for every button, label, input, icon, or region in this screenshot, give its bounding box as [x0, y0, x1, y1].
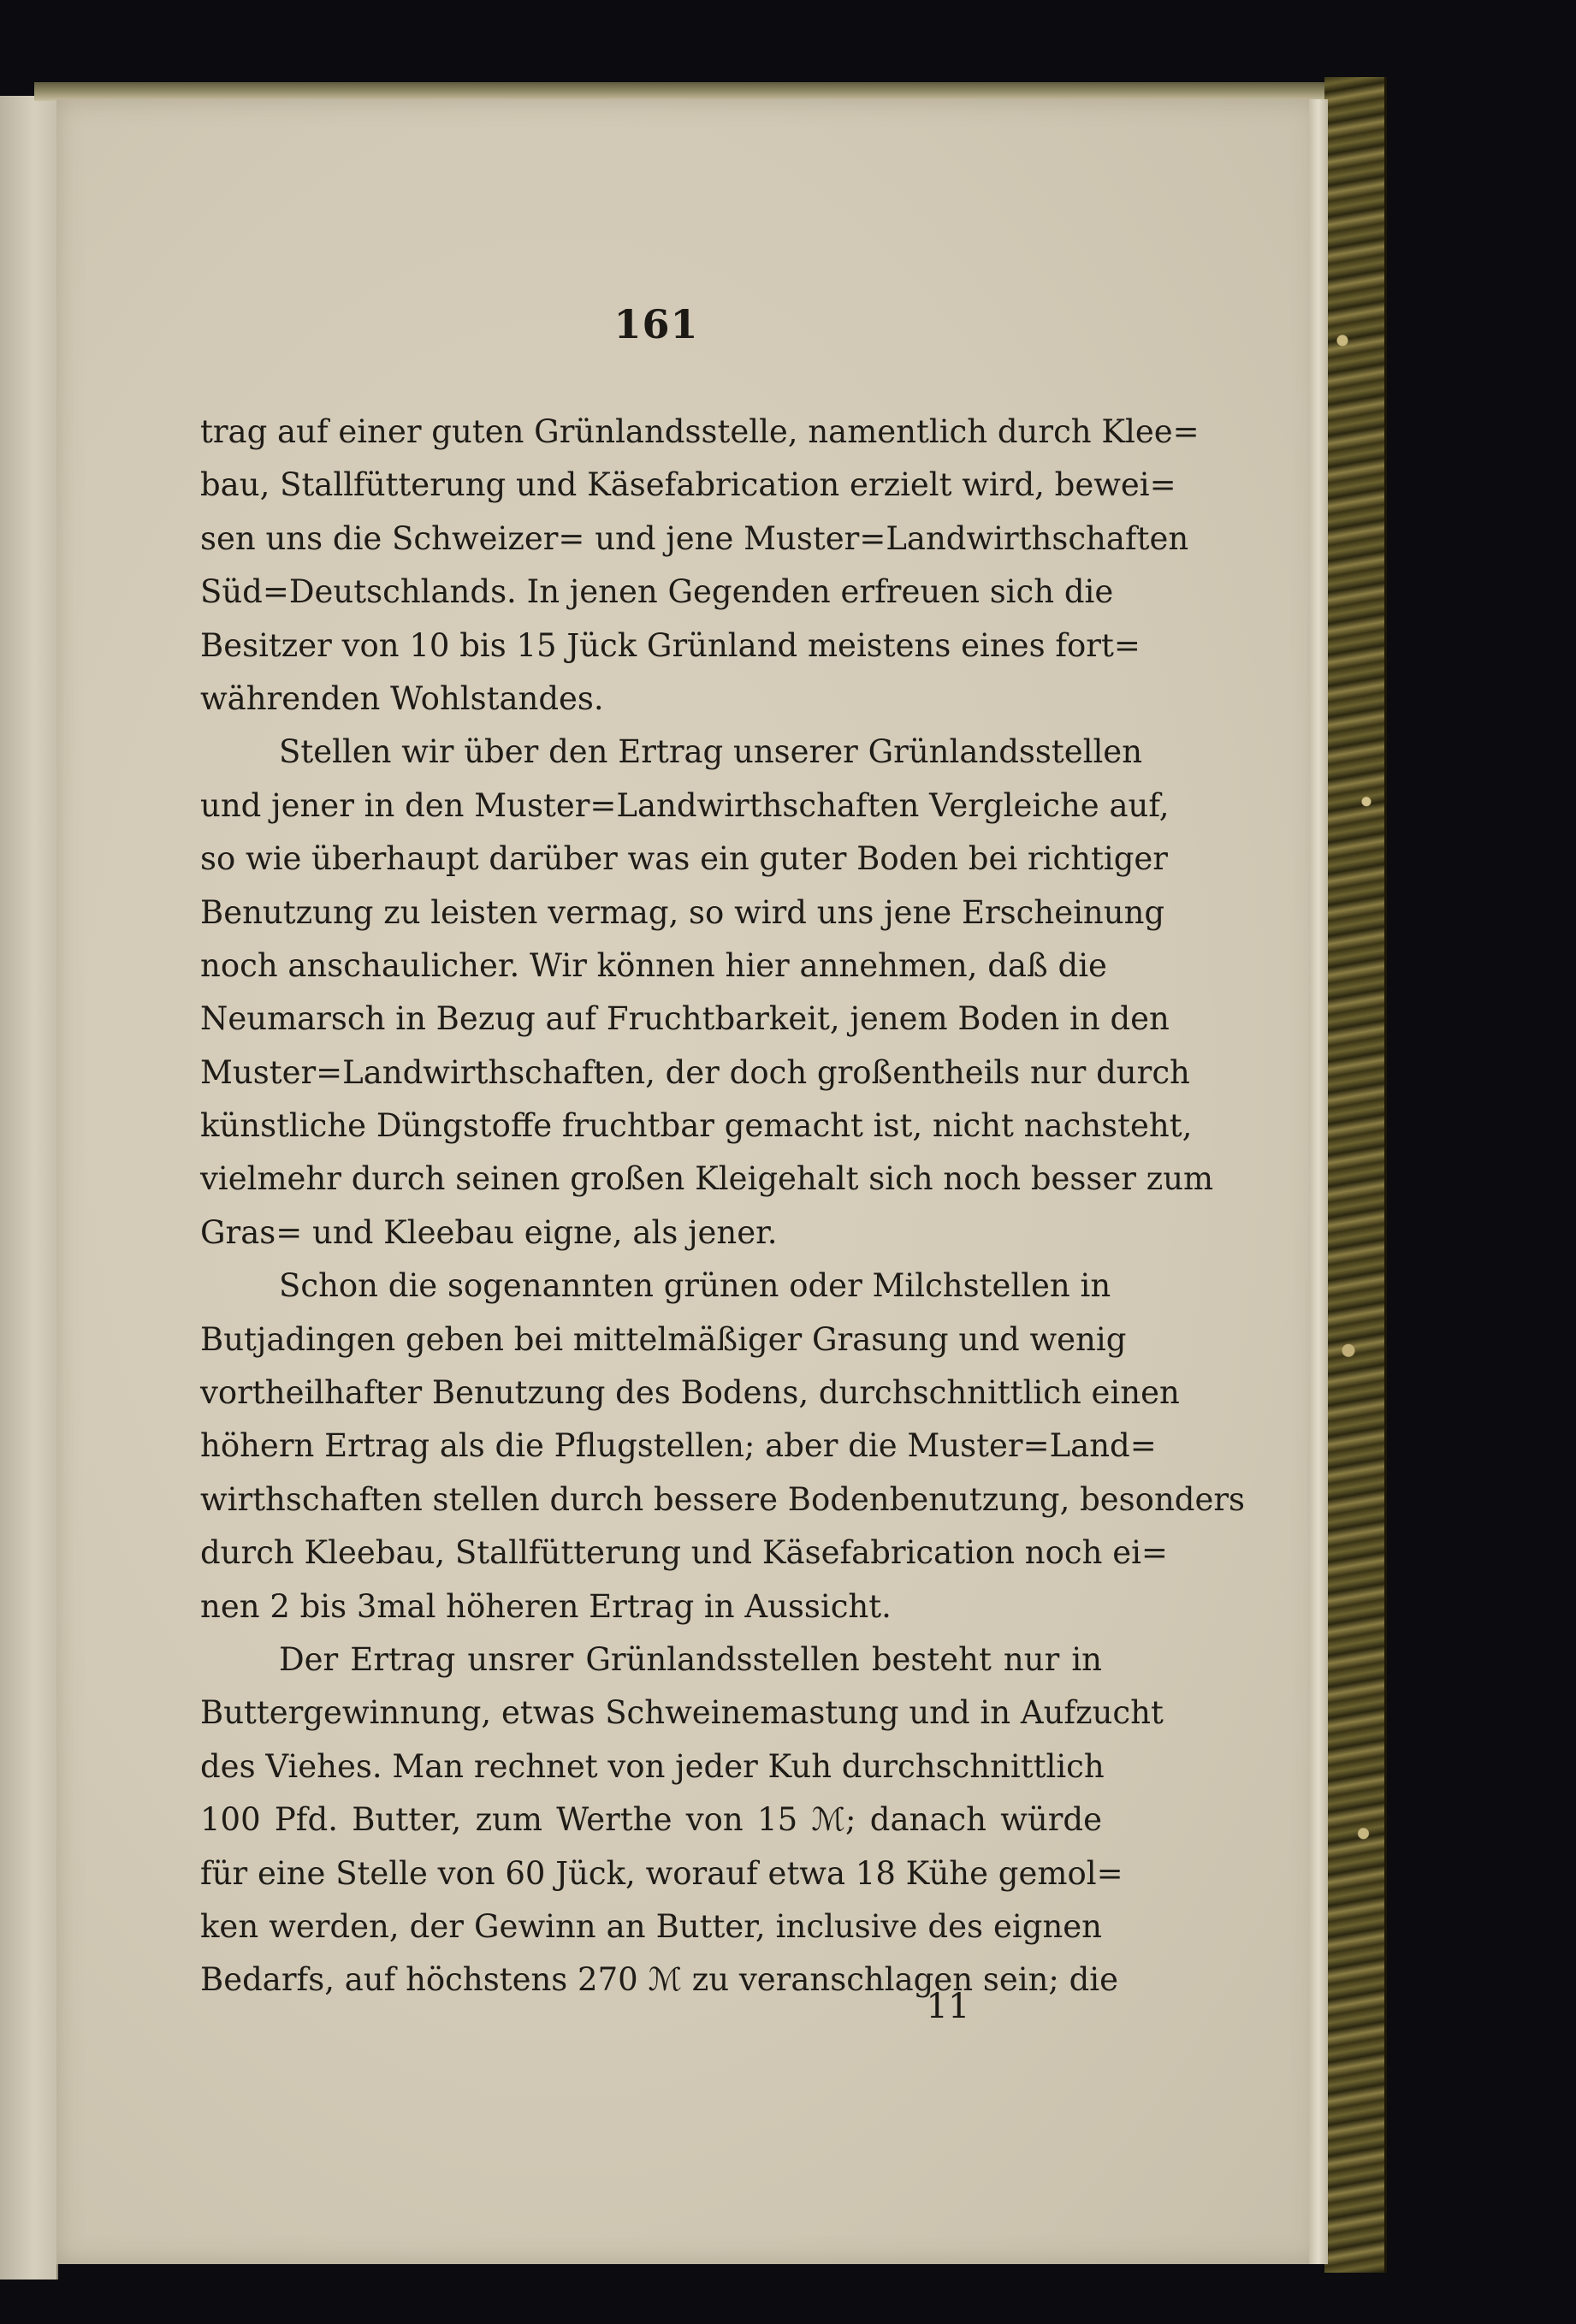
- signature-mark: 11: [926, 1987, 970, 2026]
- text-line: künstliche Düngstoffe fruchtbar gemacht ist, nicht nachsteht,: [200, 1107, 1193, 1145]
- text-line: trag auf einer guten Grünlandsstelle, namentlich durch Klee=: [200, 413, 1200, 450]
- text-line: noch anschaulicher. Wir können hier annehmen, daß die: [200, 946, 1107, 984]
- text-line: Neumarsch in Bezug auf Fruchtbarkeit, jenem Boden in den: [200, 1000, 1170, 1038]
- book-top-edge: [34, 82, 1369, 101]
- text-line: und jener in den Muster=Landwirthschaften Vergleiche auf,: [200, 786, 1170, 824]
- text-line: 100 Pfd. Butter, zum Werthe von 15 ℳ; danach würde: [200, 1801, 1102, 1839]
- text-line: vielmehr durch seinen großen Kleigehalt sich noch besser zum: [200, 1160, 1214, 1198]
- text-line: ken werden, der Gewinn an Butter, inclusive des eignen: [200, 1907, 1102, 1945]
- left-page-edge: [0, 96, 58, 2280]
- text-line: wirthschaften stellen durch bessere Bodenbenutzung, besonders: [200, 1480, 1246, 1518]
- text-line: so wie überhaupt darüber was ein guter Boden bei richtiger: [200, 840, 1168, 878]
- text-line: Gras= und Kleebau eigne, als jener.: [200, 1213, 778, 1251]
- text-line: Buttergewinnung, etwas Schweinemastung und in Aufzucht: [200, 1694, 1164, 1732]
- text-line: Schon die sogenannten grünen oder Milchstellen in: [279, 1267, 1111, 1305]
- text-line: Butjadingen geben bei mittelmäßiger Grasung und wenig: [200, 1320, 1127, 1358]
- text-line: Der Ertrag unsrer Grünlandsstellen besteht nur in: [279, 1640, 1102, 1678]
- text-line: Muster=Landwirthschaften, der doch großentheils nur durch: [200, 1053, 1190, 1091]
- text-line: Stellen wir über den Ertrag unserer Grünlandsstellen: [279, 733, 1143, 771]
- marbled-cover-edge: [1324, 77, 1387, 2273]
- text-line: des Viehes. Man rechnet von jeder Kuh durchschnittlich: [200, 1747, 1105, 1785]
- text-line: Benutzung zu leisten vermag, so wird uns jene Erscheinung: [200, 893, 1165, 931]
- text-line: nen 2 bis 3mal höheren Ertrag in Aussicht.: [200, 1587, 892, 1625]
- text-line: höhern Ertrag als die Pflugstellen; aber die Muster=Land=: [200, 1427, 1157, 1465]
- text-line: durch Kleebau, Stallfütterung und Käsefabrication noch ei=: [200, 1534, 1168, 1572]
- text-line: bau, Stallfütterung und Käsefabrication erzielt wird, bewei=: [200, 466, 1176, 504]
- text-line: Bedarfs, auf höchstens 270 ℳ zu veranschlagen sein; die: [200, 1961, 1119, 1999]
- text-line: vortheilhafter Benutzung des Bodens, durchschnittlich einen: [200, 1374, 1180, 1412]
- text-line: sen uns die Schweizer= und jene Muster=Landwirthschaften: [200, 519, 1189, 557]
- text-line: Süd=Deutschlands. In jenen Gegenden erfreuen sich die: [200, 573, 1114, 611]
- text-line: für eine Stelle von 60 Jück, worauf etwa 18 Kühe gemol=: [200, 1854, 1123, 1892]
- body-text: [200, 406, 1246, 2007]
- text-line: Besitzer von 10 bis 15 Jück Grünland meistens eines fort=: [200, 626, 1141, 664]
- text-line: währenden Wohlstandes.: [200, 679, 604, 717]
- page-number: 161: [613, 301, 699, 347]
- page-fore-edge: [1309, 99, 1328, 2264]
